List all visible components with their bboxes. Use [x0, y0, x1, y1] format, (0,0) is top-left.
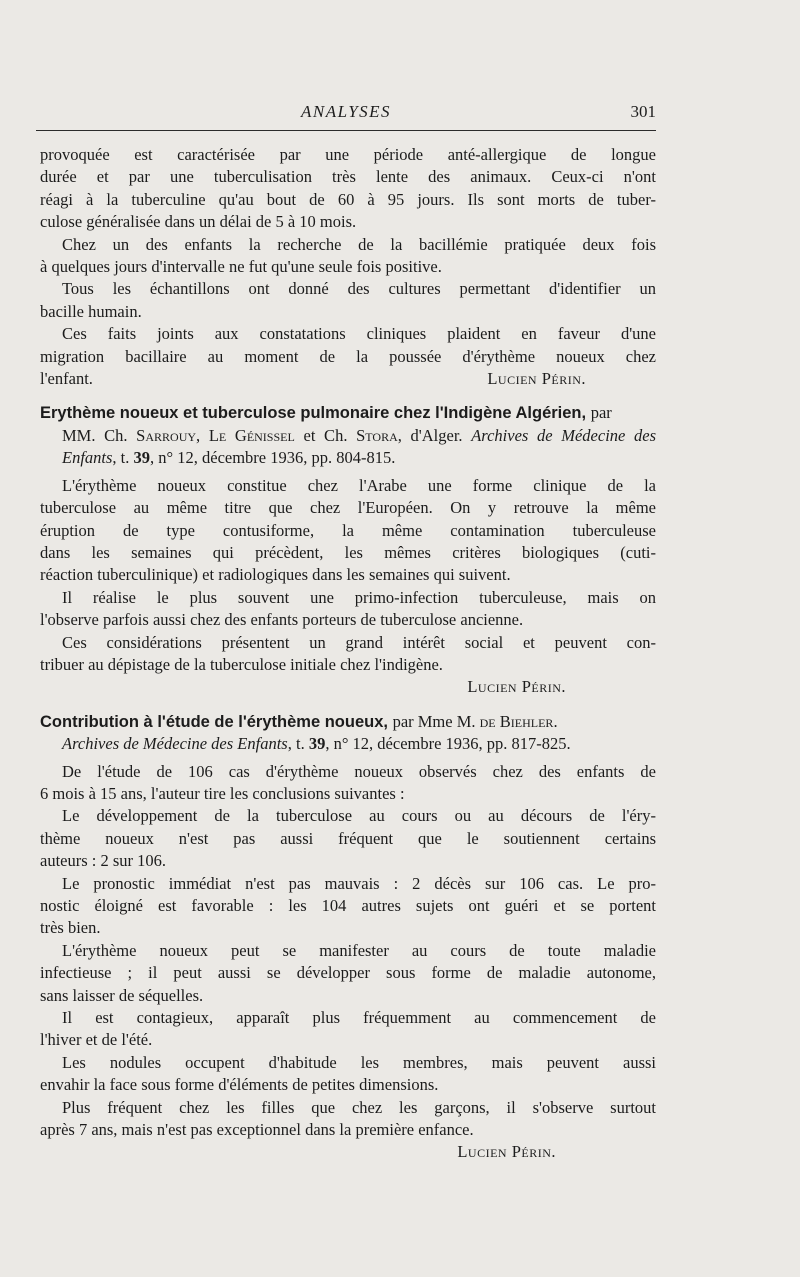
- text-line: tuberculose au même titre que chez l'Européen. On y retrouve la même: [40, 498, 656, 518]
- text-line: durée et par une tuberculisation très lente des animaux. Ceux-ci n'ont: [40, 167, 656, 187]
- text-line: Il est contagieux, apparaît plus fréquemment au commencement de: [62, 1008, 656, 1028]
- page-number: 301: [630, 102, 656, 121]
- signature: Lucien Périn.: [487, 369, 586, 389]
- text-line: 6 mois à 15 ans, l'auteur tire les conclusions suivantes :: [40, 783, 405, 803]
- article-reference: MM. Ch. Sarrouy, Le Génissel et Ch. Stora, d'Alger. Archives de Médecine des Enfants, t. 39, n° 12, décembre 1936, pp. 804-815.: [62, 425, 657, 468]
- text-line: Chez un des enfants la recherche de la bacillémie pratiquée deux fois: [62, 234, 656, 254]
- text-line: envahir la face sous forme d'éléments de petites dimensions.: [40, 1075, 439, 1095]
- text-line: bacille humain.: [40, 301, 142, 321]
- article-title: Erythème noueux et tuberculose pulmonaire chez l'Indigène Algérien, par: [40, 403, 612, 423]
- text-line: Plus fréquent chez les filles que chez les garçons, il s'observe surtout: [62, 1097, 656, 1117]
- article-2: [40, 402, 656, 698]
- text-line: infectieuse ; il peut aussi se développer sous forme de maladie autonome,: [40, 963, 656, 983]
- text-line: à quelques jours d'intervalle ne fut qu'une seule fois positive.: [40, 257, 442, 277]
- article-title: Contribution à l'étude de l'érythème noueux, par Mme M. de Biehler.: [40, 711, 558, 731]
- header-rule: [36, 130, 656, 131]
- text-line: réaction tuberculinique) et radiologiques dans les semaines qui suivent.: [40, 565, 511, 585]
- page-header: [36, 102, 656, 126]
- text-line: L'érythème noueux constitue chez l'Arabe une forme clinique de la: [62, 475, 656, 495]
- text-line: Ces considérations présentent un grand intérêt social et peuvent con-: [62, 632, 656, 652]
- closing-line: [40, 368, 656, 390]
- text-line: l'observe parfois aussi chez des enfants porteurs de tuberculose ancienne.: [40, 610, 524, 630]
- text-line: L'érythème noueux peut se manifester au cours de toute maladie: [62, 940, 656, 960]
- signature: Lucien Périn.: [457, 1142, 556, 1162]
- text-line: l'hiver et de l'été.: [40, 1030, 153, 1050]
- signature-line: [40, 1141, 656, 1163]
- text-line: nostic éloigné est favorable : les 104 autres sujets ont guéri et se portent: [40, 896, 656, 915]
- running-title: ANALYSES: [300, 102, 392, 121]
- text-line: après 7 ans, mais n'est pas exceptionnel dans la première enfance.: [40, 1120, 474, 1140]
- page-body: [40, 144, 656, 1164]
- text-line: l'enfant.: [40, 369, 93, 389]
- article-3: [40, 711, 656, 1164]
- text-line: Les nodules occupent d'habitude les membres, mais peuvent aussi: [62, 1052, 656, 1072]
- text-line: Le développement de la tuberculose au cours ou au décours de l'éry-: [62, 806, 656, 826]
- article-1: [40, 144, 656, 390]
- article-reference: Archives de Médecine des Enfants, t. 39, n° 12, décembre 1936, pp. 817-825.: [62, 734, 571, 754]
- text-line: auteurs : 2 sur 106.: [40, 851, 167, 871]
- text-line: Ces faits joints aux constatations cliniques plaident en faveur d'une: [62, 324, 656, 344]
- signature: Lucien Périn.: [467, 677, 566, 697]
- signature-line: [40, 676, 656, 698]
- text-line: Tous les échantillons ont donné des cultures permettant d'identifier un: [62, 279, 656, 299]
- text-line: provoquée est caractérisée par une période anté-allergique de longue: [40, 145, 656, 164]
- text-line: Il réalise le plus souvent une primo-infection tuberculeuse, mais on: [62, 587, 656, 607]
- text-line: Le pronostic immédiat n'est pas mauvais : 2 décès sur 106 cas. Le pro-: [62, 873, 656, 893]
- text-line: tribuer au dépistage de la tuberculose initiale chez l'indigène.: [40, 654, 443, 674]
- text-line: dans les semaines qui précèdent, les mêmes critères biologiques (cuti-: [40, 542, 656, 562]
- text-line: sans laisser de séquelles.: [40, 985, 204, 1005]
- text-line: culose généralisée dans un délai de 5 à 10 mois.: [40, 212, 357, 232]
- text-line: De l'étude de 106 cas d'érythème noueux observés chez des enfants de: [62, 761, 656, 781]
- text-line: éruption de type contusiforme, la même contamination tuberculeuse: [40, 520, 656, 540]
- text-line: très bien.: [40, 918, 101, 938]
- text-line: migration bacillaire au moment de la poussée d'érythème noueux chez: [40, 346, 656, 366]
- text-line: thème noueux n'est pas aussi fréquent que le soutiennent certains: [40, 828, 656, 848]
- text-line: réagi à la tuberculine qu'au bout de 60 à 95 jours. Ils sont morts de tuber-: [40, 189, 656, 209]
